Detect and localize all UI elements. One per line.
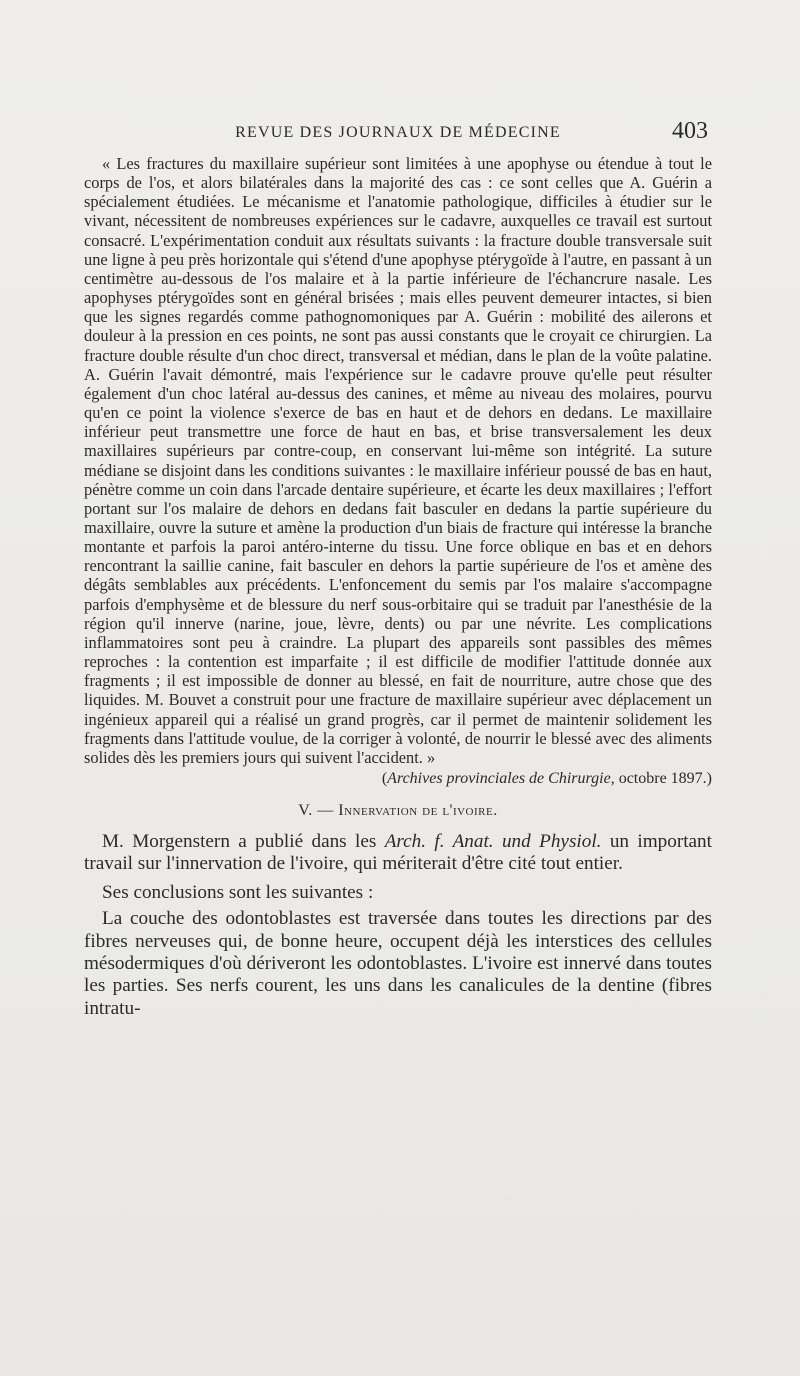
running-title: REVUE DES JOURNAUX DE MÉDECINE xyxy=(235,124,561,141)
intro-text-a: M. Morgenstern a publié dans les xyxy=(102,831,385,852)
paragraph-odontoblasts: La couche des odontoblastes est traversée dans toutes les directions par des fibres nerveuses qui, de bonne heure, occupent déjà les interstices des cellules mésodermiques d'où dériveront les odontoblastes. L'ivoire est innervé dans toutes les parties. Ses nerfs courent, les uns dans les canalicules de la dentine (fibres intratu- xyxy=(84,908,712,1019)
page-header xyxy=(84,118,712,148)
intro-journal: Arch. f. Anat. und Physiol. xyxy=(384,831,602,852)
paragraph-intro xyxy=(84,831,712,876)
section-number: V. — xyxy=(298,802,339,819)
section-title: Innervation de l'ivoire. xyxy=(338,802,498,819)
intro-text-b: un important travail sur l'innervation de l'ivoire, qui mériterait d'être cité tout entier. xyxy=(84,831,712,875)
page-number: 403 xyxy=(672,118,708,144)
citation-open: ( xyxy=(381,770,388,787)
citation-journal: Archives provinciales de Chirurgie xyxy=(387,770,611,787)
section-heading xyxy=(84,801,712,821)
source-citation xyxy=(84,769,712,789)
paragraph-conclusions: Ses conclusions sont les suivantes : xyxy=(102,881,374,903)
page-body xyxy=(84,154,712,1020)
quoted-abstract: « Les fractures du maxillaire supérieur sont limitées à une apophyse ou étendue à tout le corps de l'os, et alors bilatérales dans la majorité des cas : ce sont celles que A. Guérin a spécialement étudiées. Le mécanisme et l'anatomie pathologique, difficiles à étudier sur le vivant, nécessitent de nombreuses expériences sur le cadavre, auxquelles ce travail est surtout consacré. L'expérimentation conduit aux résultats suivants : la fracture double transversale suit une ligne à peu près horizontale qui s'étend d'une apophyse ptérygoïde à l'autre, en passant à un centimètre au-dessous de l'os malaire et à la partie inférieure de l'échancrure nasale. Les apophyses ptérygoïdes sont en général brisées ; mais elles peuvent demeurer intactes, si bien que les signes regardés comme pathognomoniques par A. Guérin : mobilité des ailerons et douleur à la pression en ces points, ne sont pas aussi constants que le croyait ce chirurgien. La fracture double résulte d'un choc direct, transversal et médian, dans le plan de la voûte palatine. A. Guérin l'avait démontré, mais l'expérience sur le cadavre prouve qu'elle peut résulter également d'un choc latéral au-dessus des canines, et même au niveau des molaires, pourvu qu'en ce point la violence s'exerce de bas en haut et de dehors en dedans. Le maxillaire inférieur peut transmettre une force de haut en bas, et brise transversalement les deux maxillaires supérieurs par contre-coup, en conservant lui-même son intégrité. La suture médiane se disjoint dans les conditions suivantes : le maxillaire inférieur poussé de bas en haut, pénètre comme un coin dans l'arcade dentaire supérieure, et écarte les deux maxillaires ; l'effort portant sur l'os malaire de dehors en dedans fait basculer en dedans la partie supérieure du maxillaire, ouvre la suture et amène la production d'un biais de fracture qui intéresse la branche montante et parfois la paroi antéro-interne du tissu. Une force oblique en bas et en dehors rencontrant la saillie canine, fait basculer en dehors la partie supérieure de l'os et amène des dégâts semblables aux précédents. L'enfoncement du semis par l'os malaire s'accompagne parfois d'emphysème et de blessure du nerf sous-orbitaire qui se traduit par l'anesthésie de la région qu'il innerve (narine, joue, lèvre, dents) ou par une névrite. Les complications inflammatoires sont peu à craindre. La plupart des appareils sont passibles des mêmes reproches : la contention est imparfaite ; il est difficile de modifier l'attitude donnée aux fragments ; il est impossible de donner au blessé, en fait de nourriture, autre chose que des liquides. M. Bouvet a construit pour une fracture de maxillaire supérieur avec déplacement un ingénieux appareil qui a réalisé un grand progrès, car il permet de maintenir solidement les fragments dans l'attitude voulue, de la corriger à volonté, de nourrir le blessé avec des aliments solides dès les premiers jours qui suivent l'accident. » xyxy=(84,154,712,767)
citation-date: , octobre 1897.) xyxy=(610,770,712,787)
